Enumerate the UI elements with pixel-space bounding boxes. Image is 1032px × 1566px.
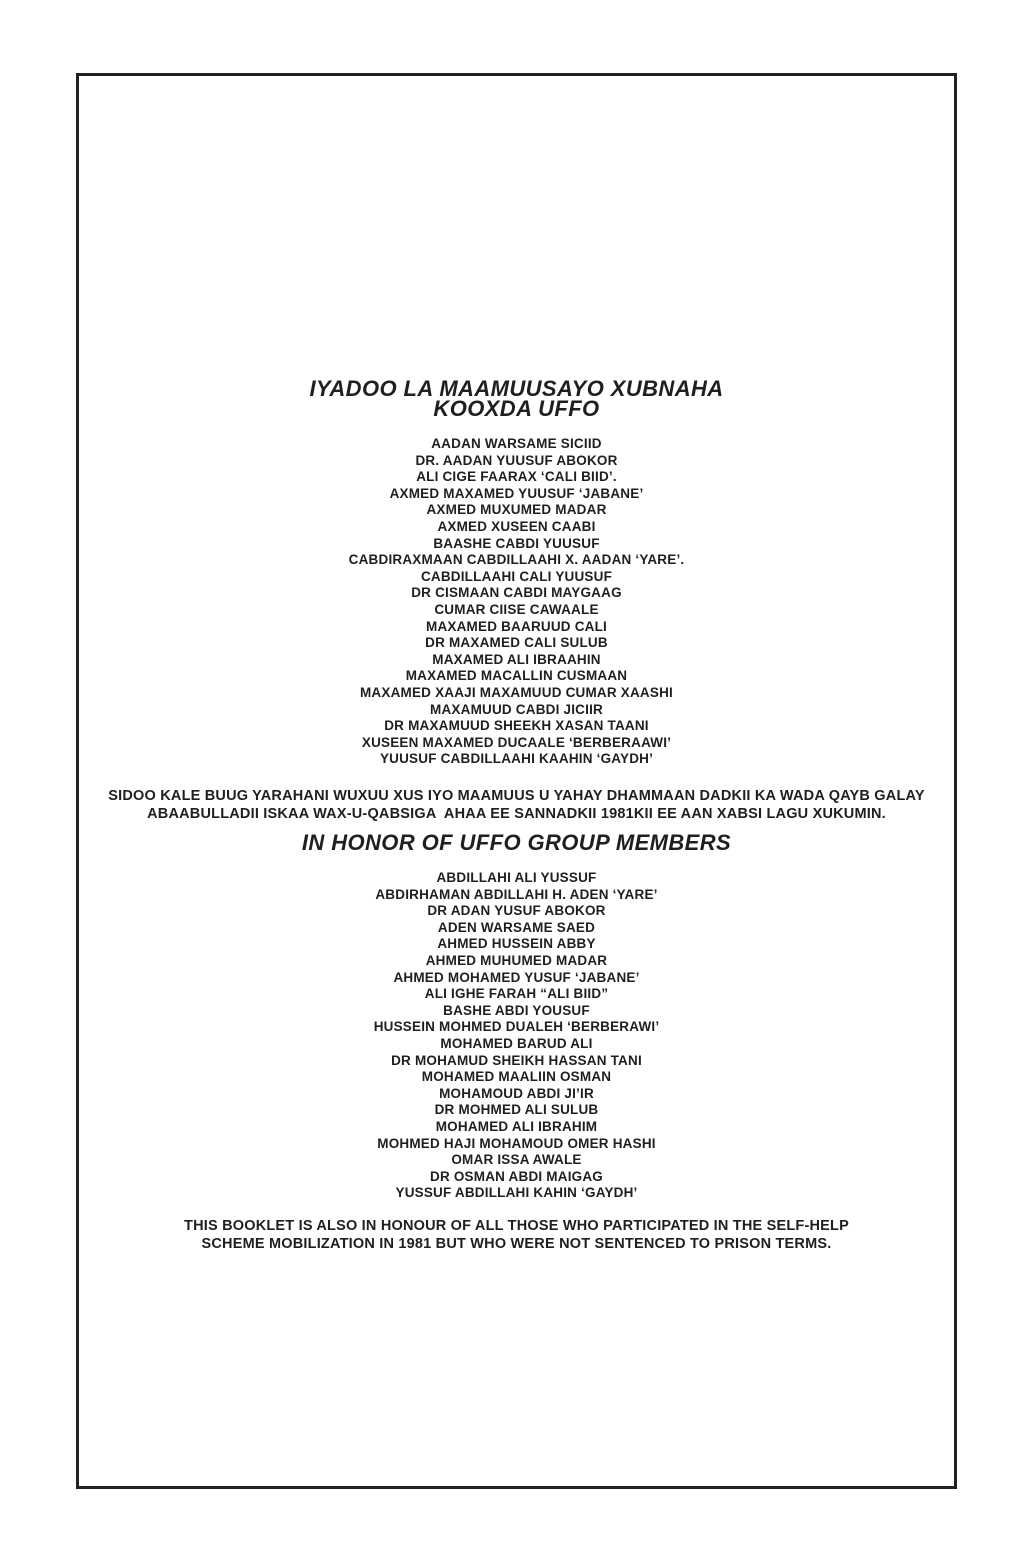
name-entry: MOHMED HAJI MOHAMOUD OMER HASHI [377, 1135, 656, 1151]
name-entry: AHMED HUSSEIN ABBY [437, 936, 596, 952]
name-entry: OMAR ISSA AWALE [451, 1152, 582, 1168]
paragraph-line: THIS BOOKLET IS ALSO IN HONOUR OF ALL THOSE WHO PARTICIPATED IN THE SELF-HELP [184, 1218, 849, 1234]
name-entry: DR CISMAAN CABDI MAYGAAG [411, 585, 622, 601]
name-entry: ADEN WARSAME SAED [437, 919, 596, 935]
english-honor-heading: IN HONOR OF UFFO GROUP MEMBERS [301, 830, 732, 855]
name-entry: AHMED MUHUMED MADAR [425, 952, 608, 968]
name-entry: CABDIRAXMAAN CABDILLAAHI X. AADAN ‘YARE’. [348, 552, 685, 568]
name-entry: MAXAMED BAARUUD CALI [426, 618, 607, 634]
name-entry: AHMED MOHAMED YUSUF ‘JABANE’ [393, 969, 640, 985]
name-entry: BASHE ABDI YOUSUF [443, 1002, 590, 1018]
name-entry: MOHAMOUD ABDI JI’IR [439, 1085, 594, 1101]
name-entry: AXMED XUSEEN CAABI [437, 518, 596, 534]
name-entry: ALI CIGE FAARAX ‘CALI BIID’. [416, 469, 617, 485]
name-entry: MAXAMUUD CABDI JICIIR [430, 701, 603, 717]
name-entry: DR. AADAN YUUSUF ABOKOR [415, 452, 618, 468]
name-entry: DR OSMAN ABDI MAIGAG [430, 1168, 603, 1184]
name-entry: DR MOHMED ALI SULUB [434, 1102, 599, 1118]
name-entry: DR ADAN YUSUF ABOKOR [427, 903, 606, 919]
name-entry: MOHAMED BARUD ALI [440, 1035, 593, 1051]
name-entry: AADAN WARSAME SICIID [431, 436, 602, 451]
somali-title-line-2: KOOXDA UFFO [433, 396, 600, 421]
name-entry: MOHAMED ALI IBRAHIM [435, 1118, 598, 1134]
name-entry: ABDIRHAMAN ABDILLAHI H. ADEN ‘YARE’ [375, 886, 658, 902]
name-entry: AXMED MUXUMED MADAR [426, 502, 607, 518]
name-entry: YUUSUF CABDILLAAHI KAAHIN ‘GAYDH’ [379, 751, 654, 767]
name-entry: MAXAMED XAAJI MAXAMUUD CUMAR XAASHI [359, 684, 673, 700]
name-entry: ALI IGHE FARAH “ALI BIID” [424, 986, 609, 1002]
name-entry: DR MAXAMED CALI SULUB [425, 635, 608, 651]
name-entry: MAXAMED ALI IBRAAHIN [432, 651, 601, 667]
english-names-list [79, 870, 954, 1202]
paragraph-line: ABAABULLADII ISKAA WAX-U-QABSIGA AHAA EE SANNADKII 1981KII EE AAN XABSI LAGU XUKUMIN. [147, 805, 886, 822]
name-entry: XUSEEN MAXAMED DUCAALE ‘BERBERAAWI’ [361, 734, 672, 750]
name-entry: DR MOHAMUD SHEIKH HASSAN TANI [391, 1052, 642, 1068]
name-entry: CABDILLAAHI CALI YUUSUF [420, 568, 613, 584]
name-entry: HUSSEIN MOHMED DUALEH ‘BERBERAWI’ [373, 1019, 660, 1035]
name-entry: MAXAMED MACALLIN CUSMAAN [405, 668, 628, 684]
somali-title-line-1: IYADOO LA MAAMUUSAYO XUBNAHA [309, 376, 724, 401]
name-entry: MOHAMED MAALIIN OSMAN [421, 1069, 612, 1085]
name-entry: DR MAXAMUUD SHEEKH XASAN TAANI [384, 718, 649, 734]
name-entry: CUMAR CIISE CAWAALE [434, 601, 599, 617]
somali-dedication-paragraph [79, 788, 954, 823]
english-dedication-paragraph [79, 1218, 954, 1253]
name-entry: BAASHE CABDI YUUSUF [433, 535, 600, 551]
somali-names-list [79, 436, 954, 768]
name-entry: ABDILLAHI ALI YUSSUF [436, 870, 597, 885]
paragraph-line: SCHEME MOBILIZATION IN 1981 BUT WHO WERE NOT SENTENCED TO PRISON TERMS. [201, 1235, 832, 1252]
paragraph-line: SIDOO KALE BUUG YARAHANI WUXUU XUS IYO MAAMUUS U YAHAY DHAMMAAN DADKII KA WADA QAYB GALAY [108, 788, 925, 804]
name-entry: YUSSUF ABDILLAHI KAHIN ‘GAYDH’ [395, 1185, 638, 1201]
somali-title [79, 376, 954, 421]
name-entry: AXMED MAXAMED YUUSUF ‘JABANE’ [389, 485, 644, 501]
page-frame [76, 73, 957, 1489]
